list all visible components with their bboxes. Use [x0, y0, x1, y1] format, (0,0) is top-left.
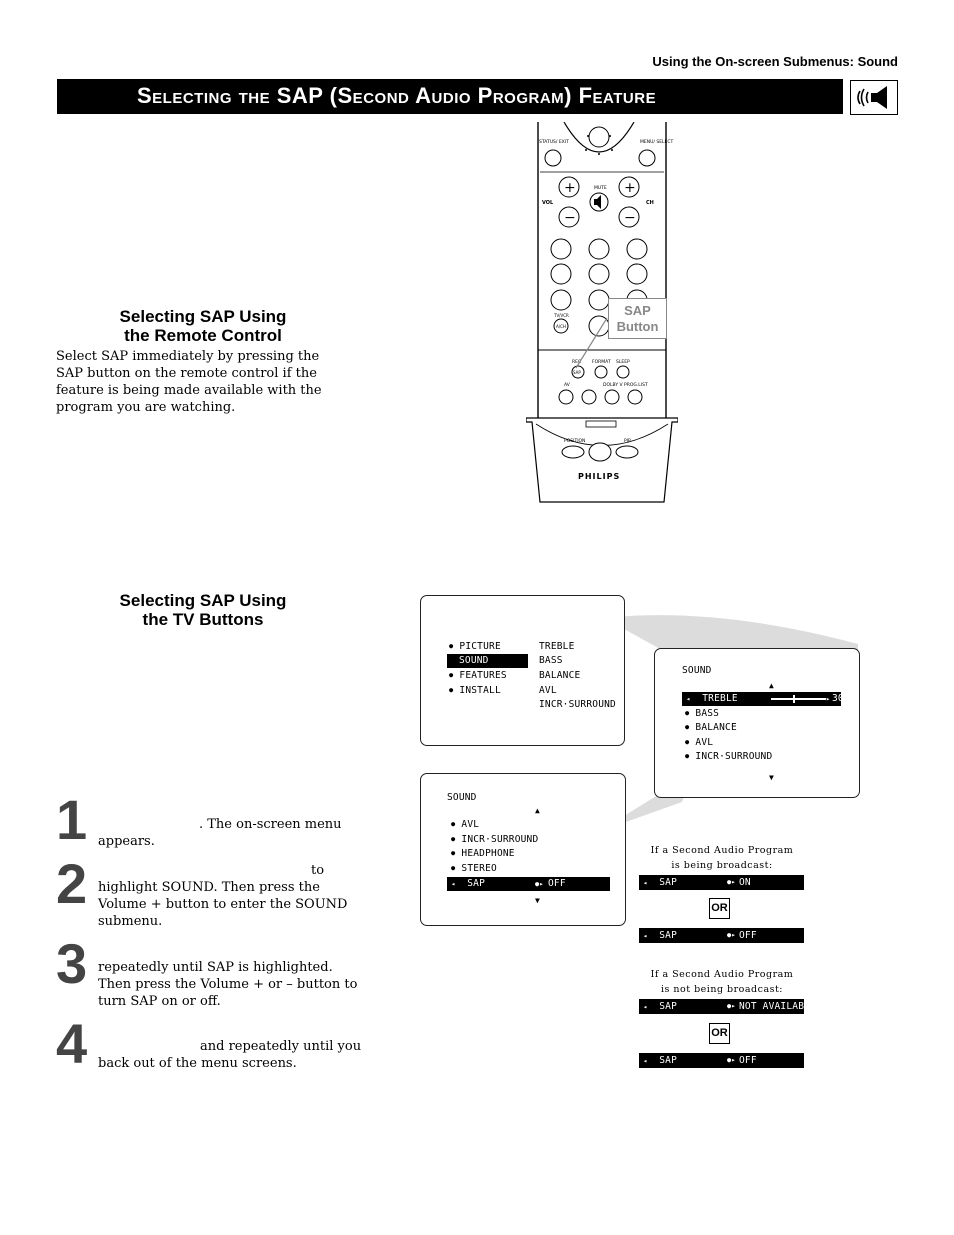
sound-item: ● BASS: [685, 707, 719, 721]
sound-item: ● AVL: [451, 818, 479, 832]
up-arrow-icon: ▲: [535, 806, 541, 815]
sap-off-bar: ◂ SAP ●▸ OFF: [639, 1053, 804, 1068]
tv-section-heading: Selecting SAP Using the TV Buttons: [119, 591, 287, 629]
menu-item-install: ● INSTALL: [449, 684, 501, 698]
treble-row: ◂ TREBLE ▸ 30: [682, 692, 841, 706]
svg-text:A/CH: A/CH: [556, 324, 566, 329]
page-title: Selecting the SAP (Second Audio Program) Feature: [137, 83, 657, 108]
step-text: repeatedly until SAP is highlighted.: [98, 960, 333, 975]
svg-text:+: +: [624, 180, 636, 196]
osd-main-menu: [420, 595, 625, 746]
osd-sound-treble: [654, 648, 860, 798]
step-number: 4: [56, 1012, 88, 1075]
step-text: Volume + button to enter the SOUND: [98, 897, 348, 912]
or-label: OR: [709, 898, 730, 919]
svg-text:FORMAT: FORMAT: [592, 360, 611, 365]
step-text: submenu.: [98, 914, 163, 929]
treble-slider: [771, 698, 826, 700]
sound-item: ● HEADPHONE: [451, 847, 515, 861]
step-text: to: [311, 863, 325, 878]
osd-title: SOUND: [447, 792, 477, 803]
submenu-preview-item: INCR·SURROUND: [539, 699, 616, 710]
svg-text:REC: REC: [572, 360, 582, 365]
sound-item: ● STEREO: [451, 862, 497, 876]
down-arrow-icon: ▼: [535, 896, 541, 905]
osd-sound-sap: [420, 773, 626, 926]
menu-item-picture: ● PICTURE: [449, 640, 501, 654]
sap-not-available-bar: ◂ SAP ●▸ NOT AVAILABLE: [639, 999, 804, 1014]
step-text: . The on-screen menu: [199, 817, 342, 832]
or-label: OR: [709, 1023, 730, 1044]
svg-text:SAP: SAP: [573, 370, 581, 375]
svg-text:PHILIPS: PHILIPS: [578, 472, 621, 481]
down-arrow-icon: ▼: [769, 773, 775, 782]
step-text: Then press the Volume + or – button to: [98, 977, 358, 992]
sap-row: ◂ SAP ●▸ OFF: [447, 877, 610, 891]
svg-text:MENU/ SELECT: MENU/ SELECT: [640, 140, 674, 145]
speaker-icon: [850, 80, 898, 115]
submenu-preview-item: BALANCE: [539, 670, 581, 681]
submenu-preview-item: TREBLE: [539, 641, 575, 652]
treble-slider-knob: [793, 695, 795, 703]
menu-item-sound: SOUND: [447, 654, 528, 668]
remote-section-heading: Selecting SAP Using the Remote Control: [119, 307, 287, 345]
svg-text:TV/VCR: TV/VCR: [554, 313, 569, 318]
svg-text:MUTE: MUTE: [594, 186, 607, 191]
sap-button-callout: SAP Button: [608, 298, 667, 339]
up-arrow-icon: ▲: [769, 681, 775, 690]
step-text: and repeatedly until you: [200, 1039, 362, 1054]
svg-text:SLEEP: SLEEP: [616, 360, 630, 365]
menu-item-features: ● FEATURES: [449, 669, 507, 683]
svg-text:AV: AV: [564, 383, 570, 388]
sound-item: ● INCR·SURROUND: [685, 750, 772, 764]
sound-item: ● INCR·SURROUND: [451, 833, 538, 847]
sound-item: ● AVL: [685, 736, 713, 750]
svg-text:POSITION: POSITION: [564, 439, 586, 444]
step-text: highlight SOUND. Then press the: [98, 880, 320, 895]
osd-title: SOUND: [682, 665, 712, 676]
submenu-preview-item: BASS: [539, 655, 563, 666]
not-broadcast-caption: If a Second Audio Program is not being broadcast:: [650, 969, 794, 995]
step-text: appears.: [98, 834, 155, 849]
svg-text:PROG.LIST: PROG.LIST: [624, 383, 648, 388]
section-label: Using the On-screen Submenus: Sound: [652, 54, 898, 69]
callout-line: [570, 316, 610, 376]
svg-text:PIP: PIP: [624, 439, 631, 444]
step-number: 3: [56, 932, 88, 995]
title-bar: [57, 79, 843, 114]
sound-item: ● BALANCE: [685, 721, 737, 735]
svg-text:STATUS/ EXIT: STATUS/ EXIT: [539, 140, 569, 145]
broadcast-caption: If a Second Audio Program is being broadcast:: [650, 845, 794, 871]
remote-section-body: Select SAP immediately by pressing the SAP button on the remote control if the feature is being made available with the program you are watching.: [56, 349, 322, 415]
svg-text:−: −: [624, 210, 636, 226]
svg-text:−: −: [564, 210, 576, 226]
svg-text:+: +: [564, 180, 576, 196]
sap-on-bar: ◂ SAP ●▸ ON: [639, 875, 804, 890]
submenu-preview-item: AVL: [539, 685, 557, 696]
svg-text:VOL: VOL: [542, 200, 554, 206]
step-number: 2: [56, 852, 88, 915]
svg-text:CH: CH: [646, 200, 654, 206]
sap-off-bar: ◂ SAP ●▸ OFF: [639, 928, 804, 943]
svg-text:DOLBY V: DOLBY V: [603, 383, 623, 388]
step-text: back out of the menu screens.: [98, 1056, 297, 1071]
step-number: 1: [56, 788, 88, 851]
step-text: turn SAP on or off.: [98, 994, 221, 1009]
